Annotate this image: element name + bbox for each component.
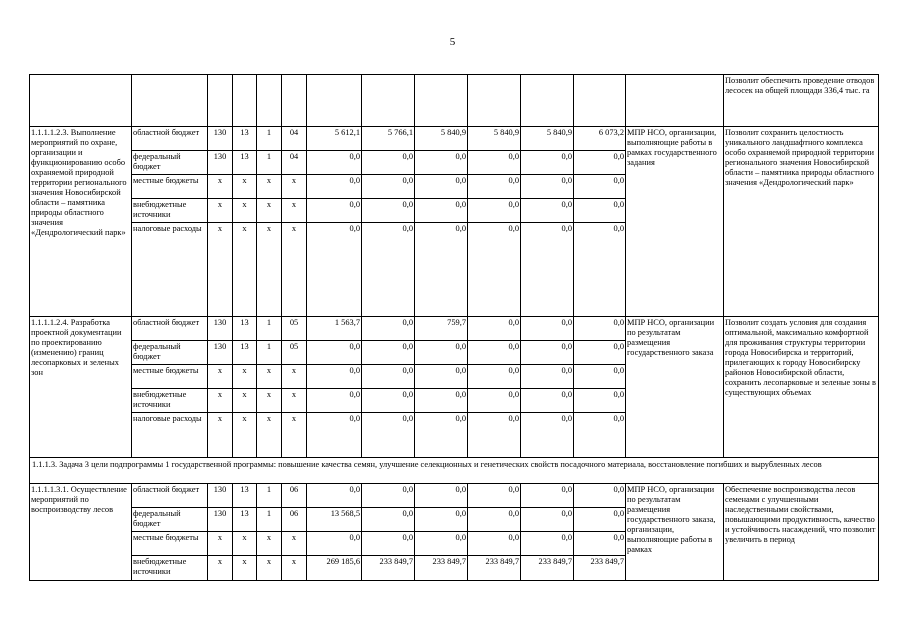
funding-source-cell: местные бюджеты [132, 532, 208, 556]
amount-cell: 0,0 [415, 223, 468, 317]
budget-code-cell: х [208, 365, 233, 389]
amount-cell: 0,0 [415, 151, 468, 175]
amount-cell: 0,0 [574, 175, 626, 199]
budget-code-cell: 130 [208, 484, 233, 508]
amount-cell: 0,0 [307, 175, 362, 199]
budget-code-cell: х [233, 175, 257, 199]
executor-cell: МПР НСО, организации по результатам размещения государственного заказа [626, 317, 724, 458]
empty-cell [282, 75, 307, 127]
amount-cell: 5 840,9 [521, 127, 574, 151]
amount-cell: 0,0 [521, 341, 574, 365]
funding-source-cell: налоговые расходы [132, 223, 208, 317]
funding-source-cell: федеральный бюджет [132, 508, 208, 532]
task-heading: 1.1.1.3. Задача 3 цели подпрограммы 1 государственной программы: повышение качества семян, улучшение селекционных и генетических свойств посадочного материала, восстановление погибших и вырубленных лесов [30, 458, 879, 484]
funding-source-cell: областной бюджет [132, 317, 208, 341]
amount-cell: 0,0 [468, 341, 521, 365]
funding-source-cell: областной бюджет [132, 127, 208, 151]
amount-cell: 0,0 [574, 223, 626, 317]
budget-code-cell: х [233, 199, 257, 223]
amount-cell: 0,0 [415, 389, 468, 413]
amount-cell: 0,0 [307, 484, 362, 508]
amount-cell: 0,0 [362, 389, 415, 413]
budget-code-cell: х [208, 389, 233, 413]
budget-code-cell: х [208, 556, 233, 581]
amount-cell: 0,0 [307, 365, 362, 389]
budget-code-cell: х [208, 175, 233, 199]
amount-cell: 0,0 [468, 413, 521, 458]
amount-cell: 0,0 [521, 199, 574, 223]
funding-source-cell: внебюджетные источники [132, 556, 208, 581]
amount-cell: 0,0 [415, 199, 468, 223]
budget-code-cell: х [257, 223, 282, 317]
empty-cell [257, 75, 282, 127]
amount-cell: 233 849,7 [362, 556, 415, 581]
budget-code-cell: х [257, 389, 282, 413]
budget-code-cell: х [257, 199, 282, 223]
task-heading-row [30, 458, 879, 484]
amount-cell: 0,0 [362, 199, 415, 223]
amount-cell: 0,0 [468, 484, 521, 508]
budget-code-cell: х [282, 175, 307, 199]
amount-cell: 0,0 [574, 317, 626, 341]
amount-cell: 0,0 [307, 151, 362, 175]
budget-code-cell: х [233, 365, 257, 389]
measure-name-cell: 1.1.1.1.2.4. Разработка проектной документации по проектированию (изменению) границ лесопарковых и зеленых зон [30, 317, 132, 458]
amount-cell: 0,0 [574, 341, 626, 365]
empty-cell [362, 75, 415, 127]
amount-cell: 0,0 [574, 365, 626, 389]
amount-cell: 0,0 [521, 508, 574, 532]
amount-cell: 0,0 [521, 532, 574, 556]
amount-cell: 0,0 [362, 341, 415, 365]
budget-code-cell: х [282, 389, 307, 413]
amount-cell: 0,0 [468, 508, 521, 532]
budget-code-cell: х [257, 365, 282, 389]
amount-cell: 5 612,1 [307, 127, 362, 151]
amount-cell: 0,0 [468, 365, 521, 389]
budget-code-cell: 130 [208, 341, 233, 365]
budget-code-cell: х [282, 223, 307, 317]
amount-cell: 0,0 [468, 532, 521, 556]
empty-cell [521, 75, 574, 127]
amount-cell: 13 568,5 [307, 508, 362, 532]
amount-cell: 0,0 [362, 508, 415, 532]
amount-cell: 0,0 [362, 223, 415, 317]
amount-cell: 0,0 [574, 151, 626, 175]
amount-cell: 0,0 [415, 484, 468, 508]
budget-code-cell: 1 [257, 508, 282, 532]
budget-code-cell: х [208, 223, 233, 317]
result-cell: Обеспечение воспроизводства лесов семенами с улучшенными наследственными свойствами, повышающими продуктивность, качество и устойчивость насаждений, что позволит увеличить в период [724, 484, 879, 581]
amount-cell: 6 073,2 [574, 127, 626, 151]
amount-cell: 759,7 [415, 317, 468, 341]
amount-cell: 1 563,7 [307, 317, 362, 341]
amount-cell: 0,0 [468, 389, 521, 413]
funding-source-cell: областной бюджет [132, 484, 208, 508]
budget-code-cell: х [282, 199, 307, 223]
amount-cell: 0,0 [521, 389, 574, 413]
budget-code-cell: 05 [282, 317, 307, 341]
amount-cell: 0,0 [574, 508, 626, 532]
result-cell: Позволит обеспечить проведение отводов лесосек на общей площади 336,4 тыс. га [724, 75, 879, 127]
budget-code-cell: 04 [282, 151, 307, 175]
amount-cell: 0,0 [362, 532, 415, 556]
amount-cell: 0,0 [574, 484, 626, 508]
table-row [30, 127, 879, 151]
amount-cell: 0,0 [574, 413, 626, 458]
table-row [30, 484, 879, 508]
budget-code-cell: 05 [282, 341, 307, 365]
budget-code-cell: х [257, 413, 282, 458]
budget-code-cell: 06 [282, 484, 307, 508]
amount-cell: 233 849,7 [415, 556, 468, 581]
budget-code-cell: 130 [208, 151, 233, 175]
budget-code-cell: 130 [208, 317, 233, 341]
empty-cell [468, 75, 521, 127]
funding-source-cell: местные бюджеты [132, 175, 208, 199]
executor-cell: МПР НСО, организации по результатам размещения государственного заказа, организации, выполняющие работы в рамках [626, 484, 724, 581]
executor-cell: МПР НСО, организации, выполняющие работы в рамках государственного задания [626, 127, 724, 317]
budget-code-cell: 13 [233, 317, 257, 341]
amount-cell: 0,0 [468, 199, 521, 223]
budget-code-cell: х [282, 413, 307, 458]
budget-code-cell: 13 [233, 151, 257, 175]
amount-cell: 0,0 [521, 413, 574, 458]
amount-cell: 0,0 [415, 532, 468, 556]
amount-cell: 233 849,7 [574, 556, 626, 581]
budget-code-cell: 04 [282, 127, 307, 151]
budget-code-cell: х [233, 532, 257, 556]
amount-cell: 269 185,6 [307, 556, 362, 581]
funding-source-cell: налоговые расходы [132, 413, 208, 458]
empty-cell [233, 75, 257, 127]
funding-source-cell: местные бюджеты [132, 365, 208, 389]
amount-cell: 0,0 [521, 175, 574, 199]
amount-cell: 0,0 [362, 151, 415, 175]
amount-cell: 0,0 [362, 484, 415, 508]
funding-source-cell: внебюджетные источники [132, 389, 208, 413]
amount-cell: 0,0 [307, 341, 362, 365]
amount-cell: 0,0 [415, 508, 468, 532]
amount-cell: 5 840,9 [468, 127, 521, 151]
continuation-row [30, 75, 879, 127]
amount-cell: 5 840,9 [415, 127, 468, 151]
budget-code-cell: 1 [257, 341, 282, 365]
amount-cell: 0,0 [468, 175, 521, 199]
amount-cell: 0,0 [521, 223, 574, 317]
amount-cell: 0,0 [362, 175, 415, 199]
page-number: 5 [449, 36, 456, 48]
amount-cell: 0,0 [307, 413, 362, 458]
budget-code-cell: х [233, 413, 257, 458]
amount-cell: 0,0 [521, 484, 574, 508]
budget-code-cell: х [282, 365, 307, 389]
budget-code-cell: х [257, 556, 282, 581]
amount-cell: 0,0 [362, 413, 415, 458]
budget-code-cell: 13 [233, 484, 257, 508]
budget-code-cell: 13 [233, 508, 257, 532]
amount-cell: 0,0 [307, 532, 362, 556]
result-cell: Позволит создать условия для создания оптимальной, максимально комфортной для проживания структуры территории города Новосибирска и территорий, прилегающих к городу Новосибирску районов Новосибирской области, сохранить лесопарковые и зеленые зоны в существующих объемах [724, 317, 879, 458]
funding-source-cell: федеральный бюджет [132, 151, 208, 175]
empty-cell [574, 75, 626, 127]
amount-cell: 0,0 [468, 317, 521, 341]
budget-code-cell: х [208, 199, 233, 223]
table-row [30, 317, 879, 341]
budget-code-cell: х [282, 556, 307, 581]
amount-cell: 0,0 [415, 413, 468, 458]
amount-cell: 0,0 [574, 199, 626, 223]
amount-cell: 0,0 [574, 532, 626, 556]
empty-cell [626, 75, 724, 127]
budget-code-cell: х [257, 175, 282, 199]
budget-code-cell: х [208, 413, 233, 458]
amount-cell: 0,0 [307, 389, 362, 413]
amount-cell: 0,0 [307, 199, 362, 223]
result-cell: Позволит сохранить целостность уникального ландшафтного комплекса особо охраняемой природной территории регионального значения Новосибирской области – памятника природы областного значения «Дендрологический парк» [724, 127, 879, 317]
amount-cell: 0,0 [362, 365, 415, 389]
funding-source-cell: внебюджетные источники [132, 199, 208, 223]
budget-code-cell: х [208, 532, 233, 556]
amount-cell: 0,0 [362, 317, 415, 341]
measure-name-cell: 1.1.1.1.3.1. Осуществление мероприятий по воспроизводству лесов [30, 484, 132, 581]
amount-cell: 0,0 [521, 317, 574, 341]
budget-code-cell: х [282, 532, 307, 556]
budget-code-cell: 1 [257, 317, 282, 341]
empty-cell [307, 75, 362, 127]
amount-cell: 233 849,7 [521, 556, 574, 581]
amount-cell: 0,0 [521, 365, 574, 389]
amount-cell: 0,0 [307, 223, 362, 317]
amount-cell: 0,0 [415, 365, 468, 389]
budget-code-cell: 1 [257, 127, 282, 151]
budget-code-cell: х [233, 389, 257, 413]
budget-code-cell: 1 [257, 151, 282, 175]
amount-cell: 0,0 [468, 223, 521, 317]
budget-code-cell: х [233, 556, 257, 581]
budget-code-cell: х [233, 223, 257, 317]
empty-cell [415, 75, 468, 127]
amount-cell: 0,0 [415, 175, 468, 199]
funding-source-cell: федеральный бюджет [132, 341, 208, 365]
budget-code-cell: х [257, 532, 282, 556]
amount-cell: 0,0 [415, 341, 468, 365]
budget-code-cell: 06 [282, 508, 307, 532]
program-table [29, 74, 879, 581]
amount-cell: 233 849,7 [468, 556, 521, 581]
budget-code-cell: 1 [257, 484, 282, 508]
amount-cell: 0,0 [521, 151, 574, 175]
measure-name-cell: 1.1.1.1.2.3. Выполнение мероприятий по охране, организации и функционированию особо охраняемой природной территории регионального значения Новосибирской области – памятника природы областного значения «Дендрологический парк» [30, 127, 132, 317]
budget-code-cell: 13 [233, 127, 257, 151]
amount-cell: 5 766,1 [362, 127, 415, 151]
empty-cell [30, 75, 132, 127]
amount-cell: 0,0 [574, 389, 626, 413]
budget-code-cell: 130 [208, 508, 233, 532]
empty-cell [132, 75, 208, 127]
empty-cell [208, 75, 233, 127]
amount-cell: 0,0 [468, 151, 521, 175]
budget-code-cell: 130 [208, 127, 233, 151]
budget-code-cell: 13 [233, 341, 257, 365]
